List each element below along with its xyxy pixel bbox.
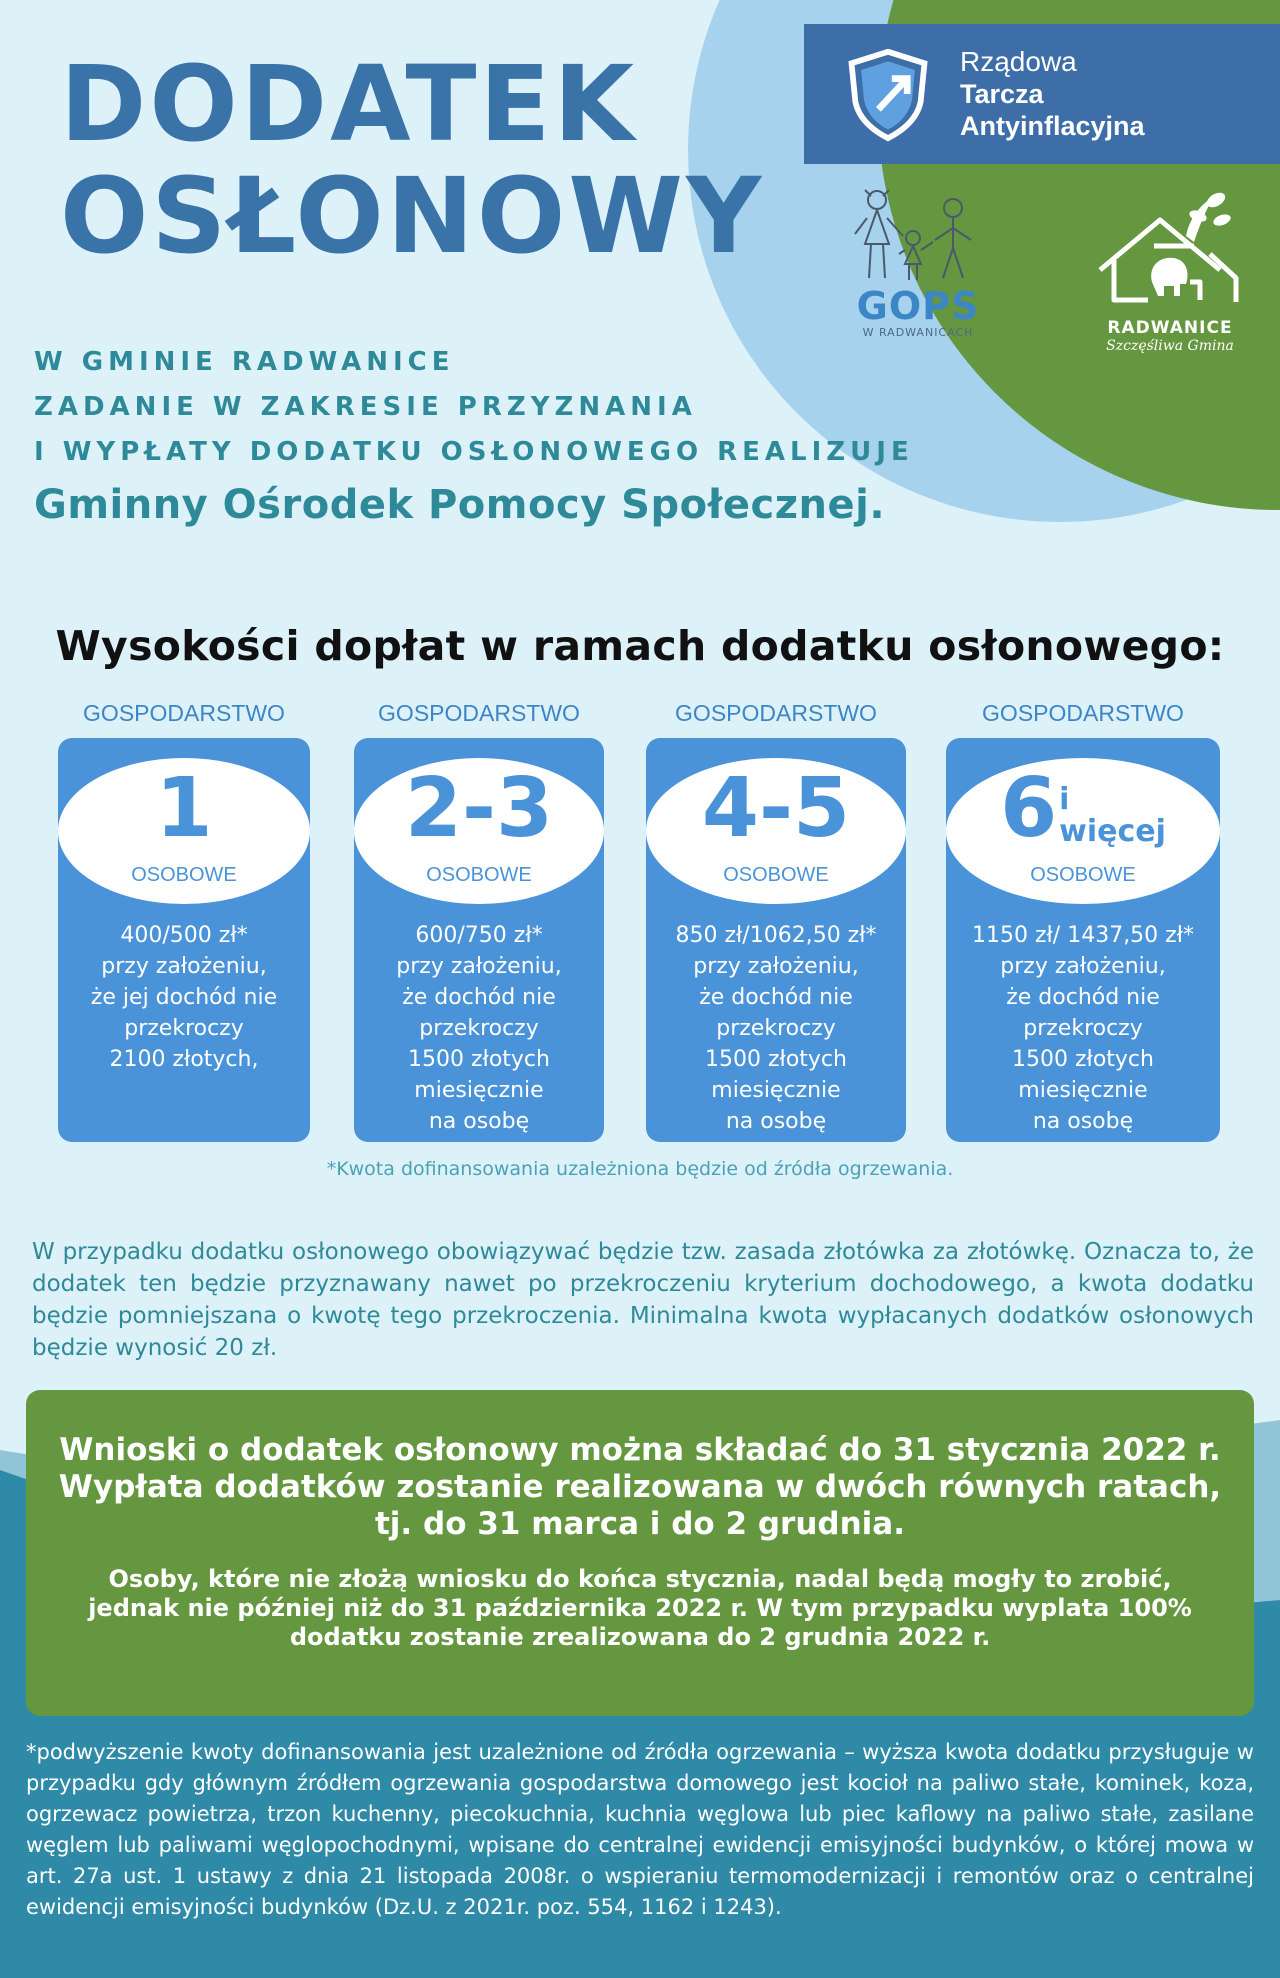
card-top-label: GOSPODARSTWO [378, 700, 580, 726]
deadline-main-line-1: Wnioski o dodatek osłonowy można składać do 31 stycznia 2022 r. [59, 1432, 1221, 1468]
card-number-suffix [1059, 784, 1166, 848]
rule-paragraph: W przypadku dodatku osłonowego obowiązywać będzie tzw. zasada złotówka za złotówkę. Oznacza to, że dodatek ten będzie przyznawany nawet po przekroczeniu kryterium dochodowego, a kwota dodatku będzie pomniejszana o kwotę tego przekroczenia. Minimalna kwota wypłacanych dodatków osłonowych będzie wynosić 20 zł. [32, 1239, 1254, 1361]
heating-source-footnote: *podwyższenie kwoty dofinansowania jest uzależnione od źródła ogrzewania – wyższa kwota dodatku przysługuje w przypadku gdy głównym źródłem ogrzewania gospodarstwa domowego jest kocioł na paliwo stałe, kominek, koza, ogrzewacz powietrza, trzon kuchenny, piecokuchnia, kuchnia węglowa lub piec kaflowy na paliwo stałe, zasilane węglem lub paliwami węglopochodnymi, wpisane do centralnej ewidencji emisyjności budynków, o której mowa w art. 27a ust. 1 ustawy z dnia 21 listopada 2008r. o wspieraniu termomodernizacji i remontów oraz o centralnej ewidencji emisyjności budynków (Dz.U. z 2021r. poz. 554, 1162 i 1243). [26, 1740, 1254, 1919]
deadline-sub-text [26, 1565, 1254, 1652]
radwanice-logo-subtitle: Szczęśliwa Gmina [1106, 338, 1234, 354]
gov-logo-line-1: Rządowa [960, 46, 1077, 77]
card-footnote: *Kwota dofinansowania uzależniona będzie od źródła ogrzewania. [326, 1158, 954, 1180]
card-suffix-line-1: i [1059, 782, 1070, 817]
family-icon [843, 186, 993, 286]
card-household-size [646, 761, 906, 856]
card-household-size [58, 761, 310, 856]
deadline-main-line-2: Wypłata dodatków zostanie realizowana w dwóch równych ratach, [58, 1469, 1222, 1505]
card-number: 4-5 [701, 761, 851, 856]
card-top-label: GOSPODARSTWO [675, 700, 877, 726]
card-number: 6 [1000, 761, 1058, 856]
deadline-sub-line-2: jednak nie później niż do 31 października 2022 r. W tym przypadku wyplata 100% [88, 1594, 1192, 1622]
deadline-info-box [26, 1390, 1254, 1716]
card-body [646, 738, 906, 1142]
intro-line-2: ZADANIE W ZAKRESIE PRZYZNANIA [34, 392, 697, 422]
page-title [60, 43, 765, 277]
deadline-sub-line-3: dodatku zostanie zrealizowana do 2 grudnia 2022 r. [289, 1623, 991, 1651]
card-bottom-label: OSOBOWE [1030, 864, 1136, 886]
house-tree-icon [1090, 186, 1250, 310]
card-number: 1 [155, 761, 213, 856]
deadline-main-text [26, 1432, 1254, 1543]
card-number: 2-3 [404, 761, 554, 856]
intro-line-4: Gminny Ośrodek Pomocy Społecznej. [34, 482, 886, 528]
gops-logo-subtitle: W RADWANICACH [862, 326, 974, 339]
card-amount-text: 850 zł/1062,50 zł* przy założeniu, że dochód nie przekroczy 1500 złotych miesięcznie na osobę [675, 923, 877, 1134]
card-top-label: GOSPODARSTWO [982, 700, 1184, 726]
deadline-main-line-3: tj. do 31 marca i do 2 grudnia. [374, 1506, 905, 1542]
title-line-1: DODATEK [60, 43, 638, 165]
card-bottom-label: OSOBOWE [426, 864, 532, 886]
card-bottom-label: OSOBOWE [131, 864, 237, 886]
gov-logo-line-2: Tarcza [960, 79, 1044, 109]
card-household-size [354, 761, 604, 856]
intro-block [34, 340, 914, 533]
gov-logo-line-3: Antyinflacyjna [960, 111, 1145, 141]
intro-line-1: W GMINIE RADWANICE [34, 347, 455, 377]
card-amount-text: 400/500 zł* przy założeniu, że jej dochód nie przekroczy 2100 złotych, [90, 923, 278, 1072]
card-amount-text: 1150 zł/ 1437,50 zł* przy założeniu, że dochód nie przekroczy 1500 złotych miesięcznie na osobę [972, 923, 1194, 1134]
card-household-size [946, 761, 1220, 856]
card-amount-text: 600/750 zł* przy założeniu, że dochód nie przekroczy 1500 złotych miesięcznie na osobę [396, 923, 562, 1134]
gops-logo [838, 186, 998, 366]
section-heading: Wysokości dopłat w ramach dodatku osłonowego: [55, 622, 1225, 670]
title-line-2: OSŁONOWY [60, 155, 765, 277]
card-body [58, 738, 310, 1142]
card-top-label: GOSPODARSTWO [83, 700, 285, 726]
radwanice-logo [1080, 186, 1260, 354]
radwanice-logo-name: RADWANICE [1107, 318, 1233, 338]
government-logo-banner [804, 24, 1280, 164]
card-body [354, 738, 604, 1142]
shield-icon [840, 46, 936, 142]
card-body [946, 738, 1220, 1142]
card-bottom-label: OSOBOWE [723, 864, 829, 886]
intro-line-3: I WYPŁATY DODATKU OSŁONOWEGO REALIZUJE [34, 437, 914, 467]
card-suffix-line-2: więcej [1059, 814, 1166, 849]
gops-logo-name: GOPS [856, 284, 980, 328]
deadline-sub-line-1: Osoby, które nie złożą wniosku do końca stycznia, nadal będą mogły to zrobić, [108, 1565, 1172, 1593]
